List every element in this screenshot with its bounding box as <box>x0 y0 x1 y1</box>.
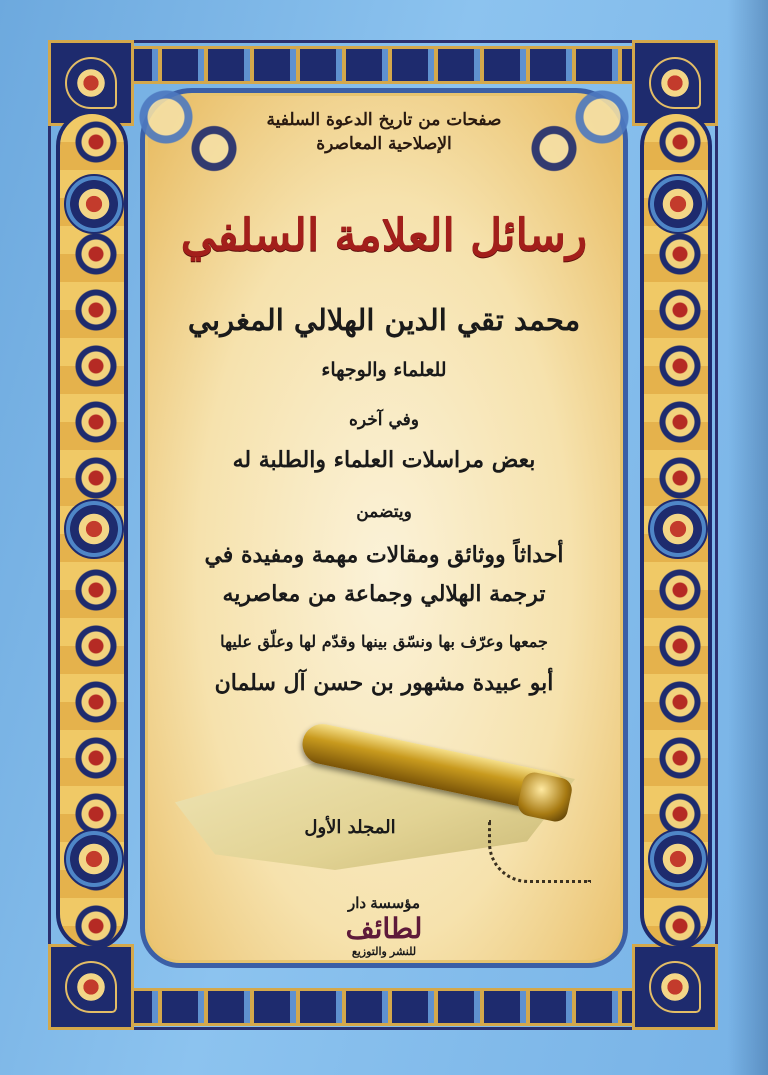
medallion-ornament <box>648 174 708 234</box>
medallion-ornament <box>648 499 708 559</box>
editor-name: أبو عبيدة مشهور بن حسن آل سلمان <box>214 670 554 696</box>
documents-line-2: ترجمة الهلالي وجماعة من معاصريه <box>222 581 546 607</box>
bottom-ornament-band <box>134 988 632 1026</box>
appendix-intro: وفي آخره <box>349 410 419 430</box>
series-line-1: صفحات من تاريخ الدعوة السلفية <box>266 110 502 130</box>
medallion-ornament <box>64 499 124 559</box>
left-ornament-column <box>56 110 128 950</box>
medallion-ornament <box>64 174 124 234</box>
series-line-2: الإصلاحية المعاصرة <box>316 134 452 154</box>
documents-line-1: أحداثاً ووثائق ومقالات مهمة ومفيدة في <box>204 542 564 568</box>
publisher-name: لطائف <box>345 912 423 945</box>
top-ornament-band <box>134 46 632 84</box>
includes-line: ويتضمن <box>356 502 412 522</box>
series-subtitle <box>200 108 568 156</box>
medallion-ornament <box>64 829 124 889</box>
corner-ornament-bottom-left <box>48 944 134 1030</box>
publisher-prefix: مؤسسة دار <box>347 895 421 912</box>
correspondence-line: بعض مراسلات العلماء والطلبة له <box>232 447 536 473</box>
chain-illustration <box>488 820 591 883</box>
compiler-credit: جمعها وعرّف بها ونسّق بينها وقدّم لها وعلّق عليها <box>220 632 548 651</box>
book-title: رسائل العلامة السلفي <box>180 210 588 261</box>
publisher-logo <box>334 895 434 959</box>
volume-label: المجلد الأول <box>304 817 396 838</box>
author-name: محمد تقي الدين الهلالي المغربي <box>187 303 581 337</box>
corner-ornament-bottom-right <box>632 944 718 1030</box>
recipients-line: للعلماء والوجهاء <box>321 359 447 381</box>
spine-shadow <box>728 0 768 1075</box>
publisher-suffix: للنشر والتوزيع <box>351 946 417 958</box>
medallion-ornament <box>648 829 708 889</box>
right-ornament-column <box>640 110 712 950</box>
